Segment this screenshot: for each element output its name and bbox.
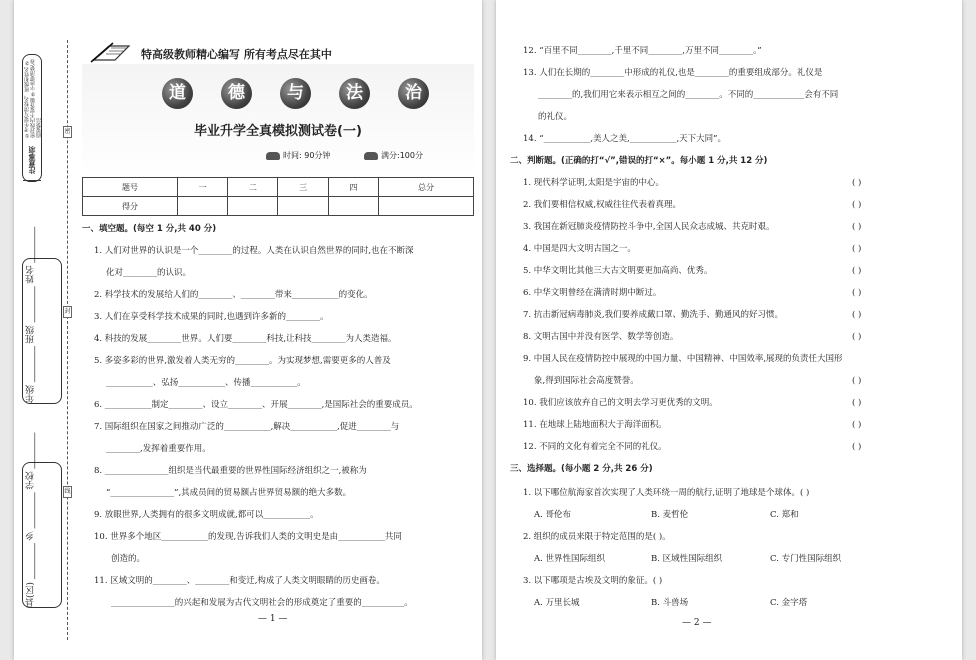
answer-paren[interactable]: ( ) <box>852 244 862 254</box>
table-cell: 一 <box>177 178 227 197</box>
answer-paren[interactable]: ( ) <box>852 332 862 342</box>
question-line: _______________的兴起和发展为古代文明社会的形成奠定了重要的__________。 <box>111 598 413 608</box>
subject-title <box>162 78 429 109</box>
table-cell: 三 <box>278 178 328 197</box>
choice-option[interactable]: B. 斗兽场 <box>651 598 689 608</box>
judge-item: 9. 中国人民在疫情防控中展现的中国力量、中国精神、中国效率,展现的负责任大国形 <box>523 354 843 364</box>
question-line: 6. ___________制定________、设立________、开展________,是国际社会的重要成员。 <box>94 400 418 410</box>
question-line: 12. “百里不同________,千里不同________,万里不同________。” <box>523 46 762 56</box>
choice-option[interactable]: A. 哥伦布 <box>534 510 572 520</box>
answer-paren[interactable]: ( ) <box>852 222 862 232</box>
question-line: 1. 人们对世界的认识是一个________的过程。人类在认识自然世界的同时,也在不断深 <box>94 246 414 256</box>
notice-box <box>22 54 42 182</box>
subject-char: 法 <box>339 78 370 109</box>
student-info-box <box>22 226 62 404</box>
question-line: 10. 世界多个地区___________的发现,告诉我们人类的文明史是由___________共同 <box>94 532 402 542</box>
table-cell: 总分 <box>379 178 474 197</box>
binding-strip <box>14 0 84 660</box>
judge-item: 11. 在地球上陆地面积大于海洋面积。 <box>523 420 667 430</box>
choice-option[interactable]: B. 区域性国际组织 <box>651 554 723 564</box>
judge-item: 8. 文明古国中并没有医学、数学等创造。 <box>523 332 679 342</box>
seal-mark-mi: 密 <box>63 126 72 138</box>
clock-icon <box>266 152 280 160</box>
section-heading-judge: 二、判断题。(正确的打“√”,错误的打“×”。每小题 1 分,共 12 分) <box>510 156 768 166</box>
time-label: 时间: 90分钟 <box>283 151 331 160</box>
section-heading-choice: 三、选择题。(每小题 2 分,共 26 分) <box>510 464 653 474</box>
choice-question: 2. 组织的成员来限于特定范围的是( )。 <box>523 532 671 542</box>
full-score-label: 满分:100分 <box>381 151 423 160</box>
seal-mark-xian: 线 <box>63 486 72 498</box>
judge-item: 7. 抗击新冠病毒肺炎,我们要养成戴口罩、勤洗手、勤通风的好习惯。 <box>523 310 784 320</box>
question-line: 的礼仪。 <box>538 112 573 122</box>
question-line: ___________、弘扬___________、传播___________。 <box>106 378 306 388</box>
book-pen-icon <box>89 40 135 64</box>
school-info-box <box>22 432 62 608</box>
notice-title: 注意事项 <box>23 141 41 181</box>
question-line: 14. “___________,美人之美,___________,天下大同”。 <box>523 134 727 144</box>
banner-text: 特高级教师精心编写 所有考点尽在其中 <box>141 48 332 61</box>
question-line: 9. 放眼世界,人类拥有的很多文明成就,都可以___________。 <box>94 510 319 520</box>
page-number: — 2 — <box>682 618 712 628</box>
score-table <box>82 177 474 216</box>
score-cell[interactable] <box>328 197 378 216</box>
section-heading-fill: 一、填空题。(每空 1 分,共 40 分) <box>82 224 217 234</box>
table-cell: 得分 <box>83 197 178 216</box>
judge-item: 6. 中华文明曾经在满清时期中断过。 <box>523 288 662 298</box>
score-table-score-row <box>83 197 474 216</box>
choice-question: 3. 以下哪项是古埃及文明的象征。( ) <box>523 576 663 586</box>
score-cell[interactable] <box>228 197 278 216</box>
question-line: 5. 多姿多彩的世界,激发着人类无穷的________。为实现梦想,需要更多的人普及 <box>94 356 391 366</box>
score-info <box>364 150 423 161</box>
exam-page-2 <box>496 0 962 660</box>
answer-paren[interactable]: ( ) <box>852 310 862 320</box>
answer-paren[interactable]: ( ) <box>852 200 862 210</box>
question-line: 创造的。 <box>111 554 146 564</box>
judge-item: 3. 我国在新冠肺炎疫情防控斗争中,全国人民众志成城、共克时艰。 <box>523 222 775 232</box>
score-cell[interactable] <box>379 197 474 216</box>
question-line: 4. 科技的发展________世界。人们要________科技,让科技________为人类造福。 <box>94 334 397 344</box>
notice-body: ①考生要写清校名、班级和姓名 ②密封线内不要答题 ③字迹要清楚,卷面要整洁 <box>24 58 42 138</box>
subject-char: 治 <box>398 78 429 109</box>
exam-title: 毕业升学全真模拟测试卷(一) <box>194 124 362 139</box>
table-cell: 题号 <box>83 178 178 197</box>
choice-option[interactable]: C. 金字塔 <box>770 598 808 608</box>
page-number: — 1 — <box>258 614 288 624</box>
score-cell[interactable] <box>177 197 227 216</box>
judge-item: 2. 我们要相信权威,权威往往代表着真理。 <box>523 200 682 210</box>
question-line: ________的,我们用它来表示相互之间的________。不同的____________会有不同 <box>538 90 839 100</box>
question-line: 化对________的认识。 <box>106 268 192 278</box>
answer-paren[interactable]: ( ) <box>852 376 862 386</box>
exam-page-1 <box>14 0 482 660</box>
question-line: 7. 国际组织在国家之间推动广泛的___________,解决___________,促进________与 <box>94 422 400 432</box>
answer-paren[interactable]: ( ) <box>852 288 862 298</box>
answer-paren[interactable]: ( ) <box>852 442 862 452</box>
question-line: “_______________”,其成员间的贸易额占世界贸易额的绝大多数。 <box>106 488 352 498</box>
choice-option[interactable]: C. 郑和 <box>770 510 799 520</box>
question-line: 11. 区域文明的________、________和变迁,构成了人类文明眼睛的历史画卷。 <box>94 576 385 586</box>
table-cell: 二 <box>228 178 278 197</box>
judge-item: 1. 现代科学证明,太阳是宇宙的中心。 <box>523 178 665 188</box>
subject-char: 与 <box>280 78 311 109</box>
judge-item: 10. 我们应该放弃自己的文明去学习更优秀的文明。 <box>523 398 718 408</box>
choice-option[interactable]: B. 麦哲伦 <box>651 510 689 520</box>
score-table-header-row <box>83 178 474 197</box>
choice-question: 1. 以下哪位航海家首次实现了人类环绕一周的航行,证明了地球是个球体。( ) <box>523 488 810 498</box>
question-line: 2. 科学技术的发展给人们的________、________带来___________的变化。 <box>94 290 373 300</box>
judge-item: 12. 不同的文化有着完全不同的礼仪。 <box>523 442 667 452</box>
choice-option[interactable]: A. 世界性国际组织 <box>534 554 606 564</box>
question-line: 13. 人们在长期的________中形成的礼仪,也是________的重要组成部分。礼仪是 <box>523 68 823 78</box>
answer-paren[interactable]: ( ) <box>852 178 862 188</box>
banner <box>89 40 379 64</box>
pen-icon <box>364 152 378 160</box>
judge-item: 象,得到国际社会高度赞誉。 <box>534 376 639 386</box>
question-line: 8. _______________组织是当代最重要的世界性国际经济组织之一,被称为 <box>94 466 367 476</box>
choice-option[interactable]: C. 专门性国际组织 <box>770 554 842 564</box>
subject-char: 德 <box>221 78 252 109</box>
question-line: ________,发挥着重要作用。 <box>106 444 211 454</box>
county-town-school-fields[interactable]: 县(区) ________ 乡 ________ 学校 ________ <box>26 432 36 607</box>
score-cell[interactable] <box>278 197 328 216</box>
judge-item: 4. 中国是四大文明古国之一。 <box>523 244 636 254</box>
seal-mark-feng: 封 <box>63 306 72 318</box>
choice-option[interactable]: A. 万里长城 <box>534 598 580 608</box>
question-line: 3. 人们在享受科学技术成果的同时,也遇到许多新的________。 <box>94 312 329 322</box>
answer-paren[interactable]: ( ) <box>852 420 862 430</box>
answer-paren[interactable]: ( ) <box>852 266 862 276</box>
judge-item: 5. 中华文明比其他三大古文明要更加高尚、优秀。 <box>523 266 713 276</box>
grade-class-name-fields[interactable]: 年级 ________ 班级 ________ 姓名 ________ <box>26 226 36 403</box>
answer-paren[interactable]: ( ) <box>852 398 862 408</box>
time-info <box>266 150 330 161</box>
table-cell: 四 <box>328 178 378 197</box>
subject-char: 道 <box>162 78 193 109</box>
